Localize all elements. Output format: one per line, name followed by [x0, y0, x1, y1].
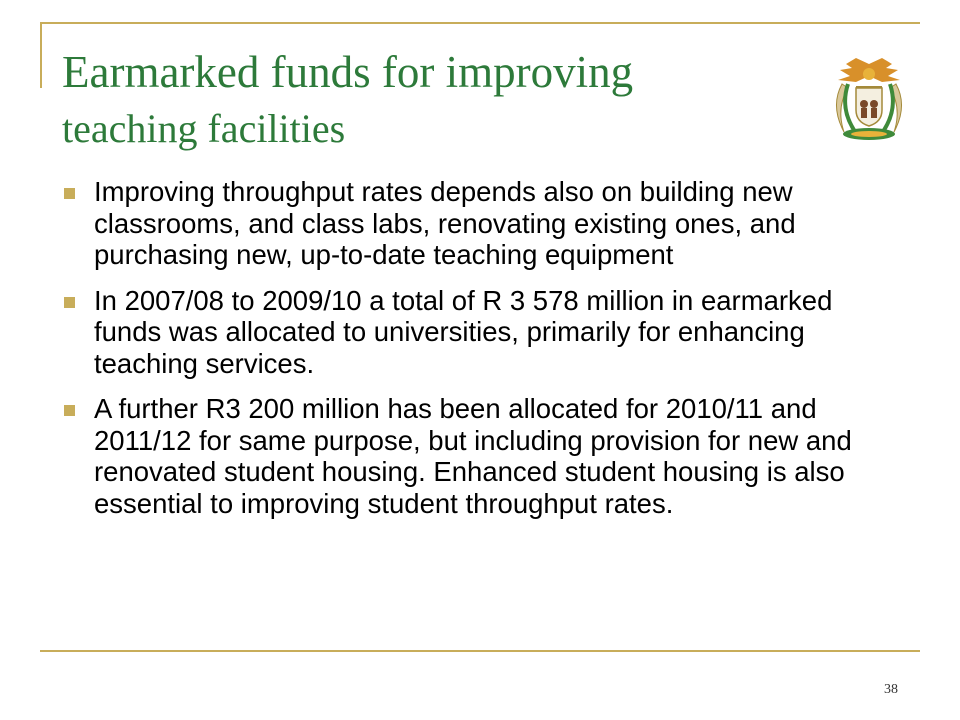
bullet-text: A further R3 200 million has been allocated for 2010/11 and 2011/12 for same purpose, but including provision for new and renovated student housing. Enhanced student housing is also essential to improving student throughput rates. [94, 393, 852, 519]
page-number: 38 [884, 682, 898, 697]
slide-title [62, 42, 802, 156]
title-line-2: teaching facilities [62, 106, 346, 151]
bottom-rule [40, 650, 920, 652]
bullet-text: Improving throughput rates depends also on building new classrooms, and class labs, renovating existing ones, and purchasing new, up-to-date teaching equipment [94, 176, 796, 270]
bullet-text: In 2007/08 to 2009/10 a total of R 3 578 million in earmarked funds was allocated to universities, primarily for enhancing teaching services. [94, 284, 833, 379]
coat-of-arms-icon [826, 54, 912, 146]
square-bullet-icon [64, 297, 75, 308]
square-bullet-icon [64, 405, 75, 416]
bullet-list [62, 176, 902, 533]
list-item [62, 393, 902, 519]
list-item [62, 285, 902, 380]
top-rule [40, 22, 920, 24]
square-bullet-icon [64, 188, 75, 199]
title-line-1: Earmarked funds for improving [62, 47, 634, 97]
list-item [62, 176, 902, 271]
left-rule [40, 22, 42, 88]
